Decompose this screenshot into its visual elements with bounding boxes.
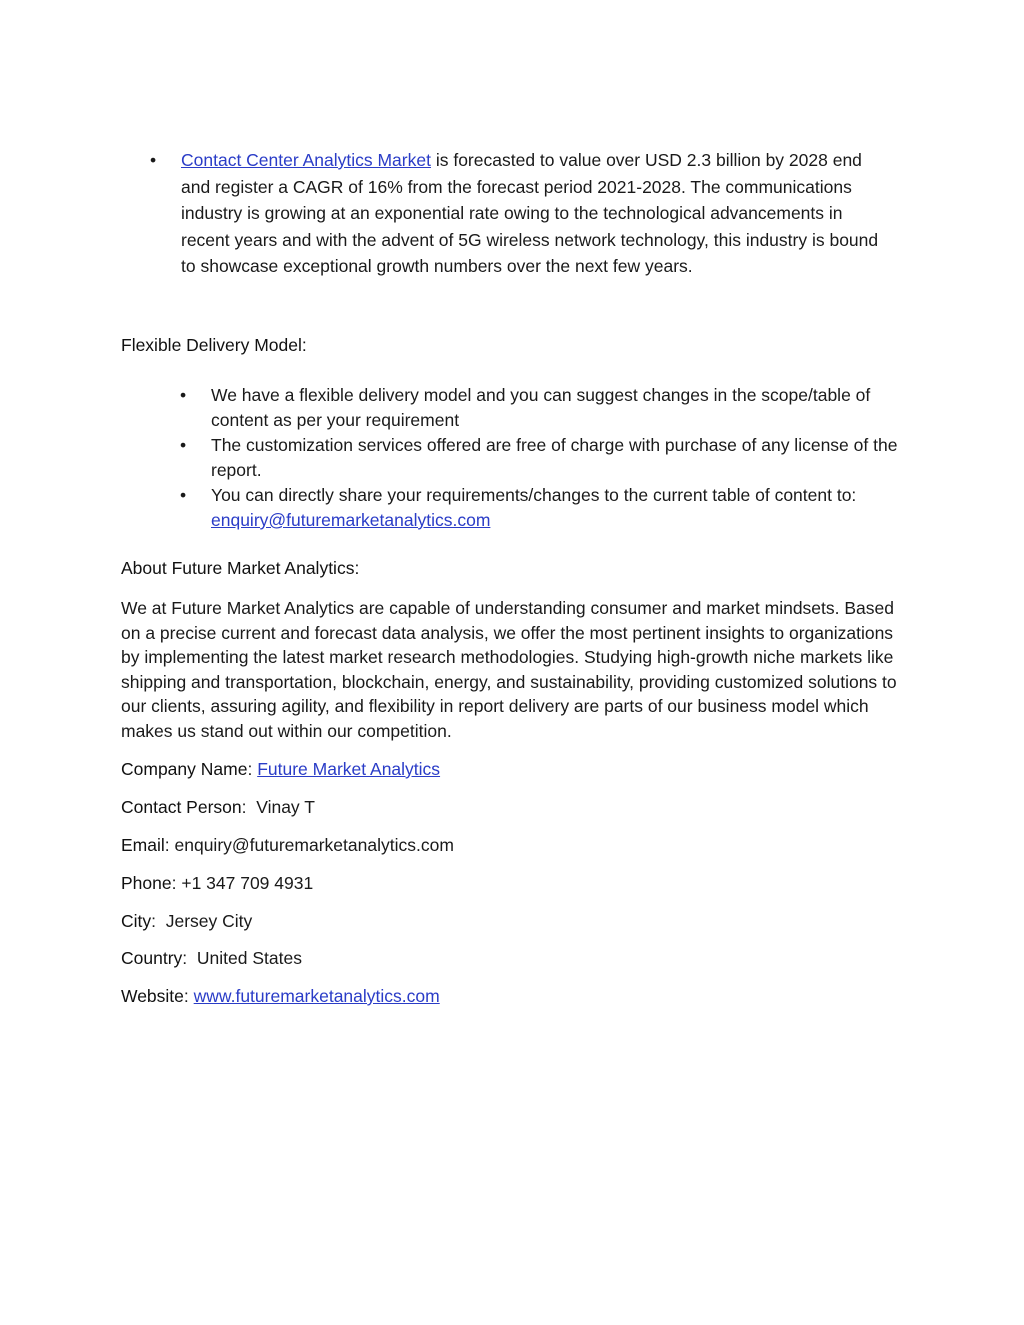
list-item-text: We have a flexible delivery model and you can suggest changes in the scope/table of content as per your requirement xyxy=(211,385,871,430)
phone-value: +1 347 709 4931 xyxy=(176,873,314,893)
country-value: United States xyxy=(187,948,302,968)
intro-text-block xyxy=(181,147,890,280)
bullet-icon: • xyxy=(180,485,187,505)
separator: : xyxy=(183,986,189,1006)
flexible-delivery-heading: Flexible Delivery Model: xyxy=(121,335,307,355)
email-row xyxy=(121,833,454,857)
list-item-text: You can directly share your requirements/changes to the current table of content to: xyxy=(211,485,857,505)
bullet-icon: • xyxy=(150,150,157,170)
list-item xyxy=(180,483,900,533)
flexible-delivery-list xyxy=(180,383,900,533)
list-item xyxy=(180,433,900,483)
phone-label: Phone xyxy=(121,873,172,893)
city-label: City xyxy=(121,911,152,931)
list-item xyxy=(180,383,900,433)
company-name-label: Company Name xyxy=(121,759,248,779)
email-value: enquiry@futuremarketanalytics.com xyxy=(169,835,454,855)
list-item-text: The customization services offered are free of charge with purchase of any license of the report. xyxy=(211,435,898,480)
contact-person-label: Contact Person xyxy=(121,797,242,817)
contact-person-value: Vinay T xyxy=(246,797,315,817)
company-name-link[interactable]: Future Market Analytics xyxy=(257,759,441,779)
country-row xyxy=(121,946,302,970)
city-row xyxy=(121,909,252,933)
separator: : xyxy=(171,873,177,893)
enquiry-email-link[interactable]: enquiry@futuremarketanalytics.com xyxy=(211,510,491,530)
bullet-icon: • xyxy=(180,385,187,405)
website-link[interactable]: www.futuremarketanalytics.com xyxy=(193,986,440,1006)
separator: : xyxy=(151,911,157,931)
city-value: Jersey City xyxy=(156,911,253,931)
separator: : xyxy=(247,759,253,779)
contact-center-analytics-market-link[interactable]: Contact Center Analytics Market xyxy=(181,150,431,170)
phone-row xyxy=(121,871,313,895)
website-label: Website xyxy=(121,986,184,1006)
intro-body-text: is forecasted to value over USD 2.3 billion by 2028 end and register a CAGR of 16% from the forecast period 2021-2028. The communications industry is growing at an exponential rate owing to the technological advancements in recent years and with the advent of 5G wireless network technology, this industry is bound to showcase exceptional growth numbers over the next few years. xyxy=(181,150,879,276)
contact-person-row xyxy=(121,795,315,819)
intro-bullet-paragraph xyxy=(150,147,890,280)
website-row xyxy=(121,984,440,1008)
country-label: Country xyxy=(121,948,183,968)
email-label: Email xyxy=(121,835,165,855)
separator: : xyxy=(182,948,188,968)
separator: : xyxy=(241,797,247,817)
company-name-row xyxy=(121,757,440,781)
bullet-icon: • xyxy=(180,435,187,455)
about-heading: About Future Market Analytics: xyxy=(121,558,360,578)
about-paragraph: We at Future Market Analytics are capable of understanding consumer and market mindsets. Based on a precise current and forecast data analysis, we offer the most pertinent insights to organizations by implementing the latest market research methodologies. Studying high-growth niche markets like shipping and transportation, blockchain, energy, and sustainability, providing customized solutions to our clients, assuring agility, and flexibility in report delivery are parts of our business model which makes us stand out within our competition. xyxy=(121,598,897,741)
separator: : xyxy=(164,835,170,855)
